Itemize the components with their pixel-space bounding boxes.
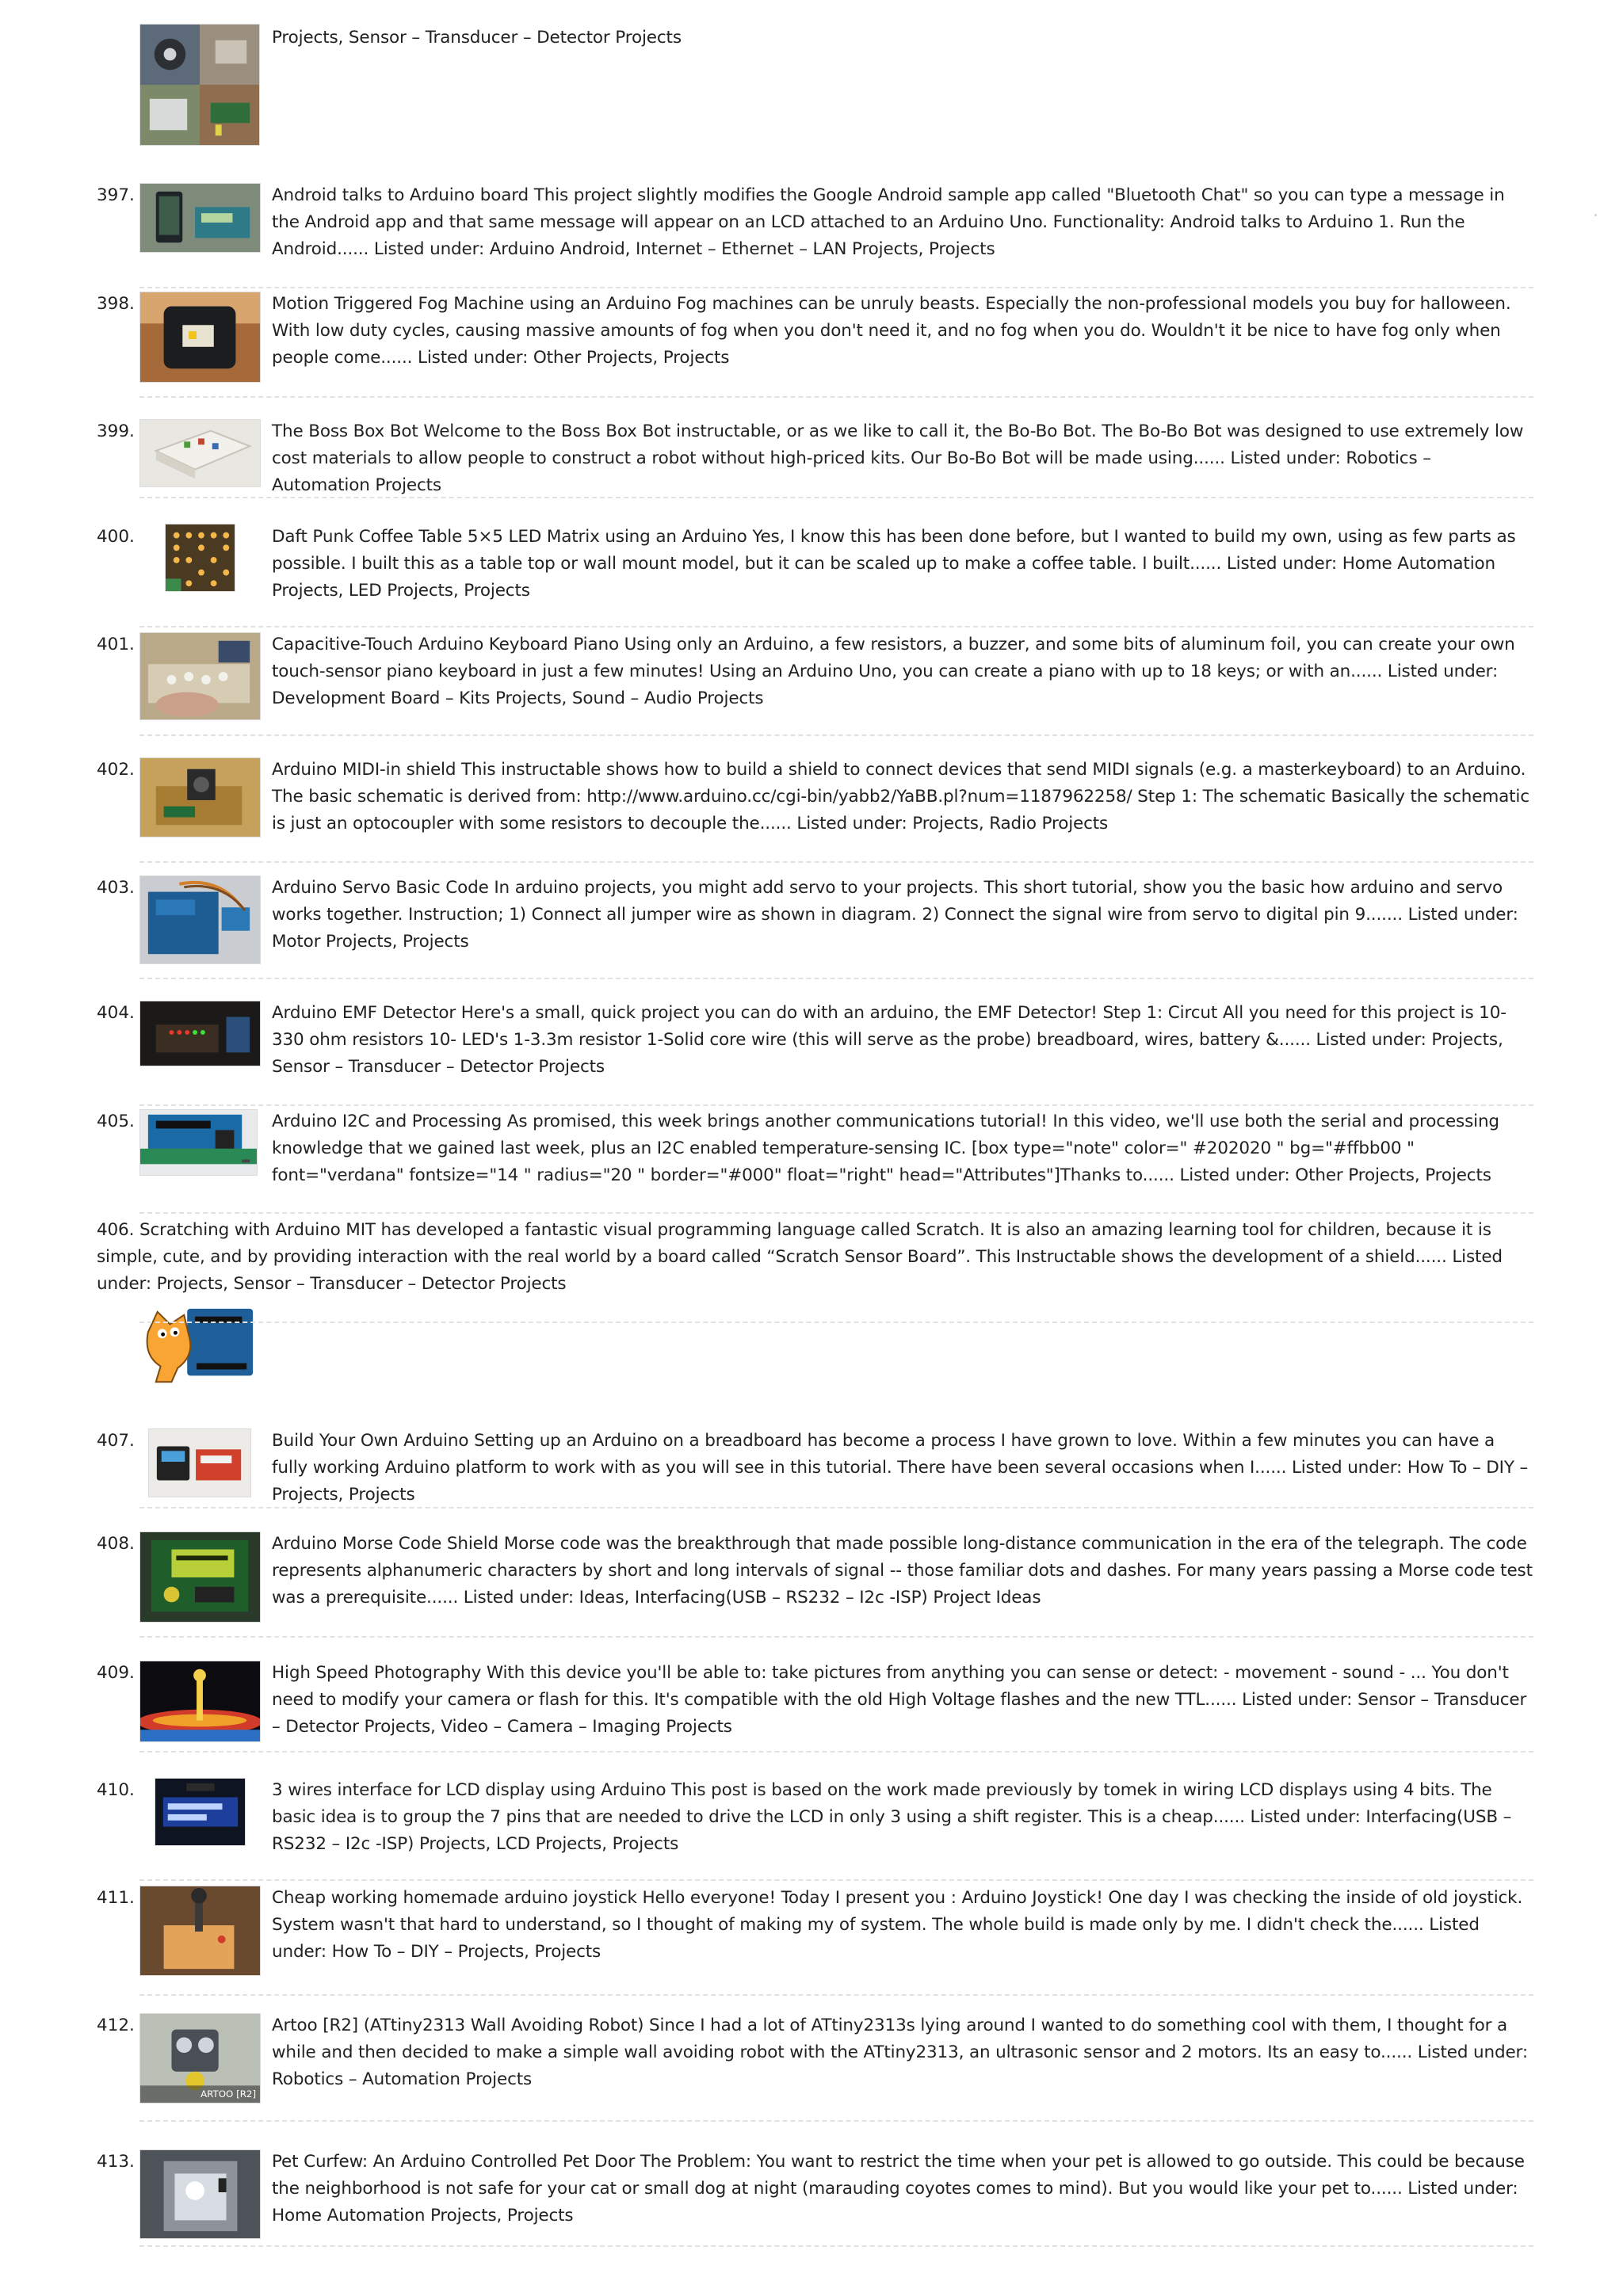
touch-piano-image[interactable]: [139, 632, 261, 720]
item-description: Capacitive-Touch Arduino Keyboard Piano Using only an Arduino, a few resistors, a buzzer, and some bits of aluminum foil, you can create your own touch-sensor piano keyboard in just a few minutes! Using an Arduino Uno, you can create a piano with up to 18 keys; or with an...... Listed under: Development Board – Kits Projects, Sound – Audio Projects: [272, 635, 1515, 708]
thumb-caption: ARTOO [R2]: [200, 2088, 257, 2100]
item-description: Motion Triggered Fog Machine using an Arduino Fog machines can be unruly beasts. Especially the non-professional models you buy for halloween. With low duty cycles, causing massive amounts of fog when you don't need it, and no fog when you do. Wouldn't it be nice to have fog only when people come...... Listed under: Other Projects, Projects: [272, 294, 1511, 368]
item-description: Pet Curfew: An Arduino Controlled Pet Door The Problem: You want to restrict the time when your pet is allowed to go outside. This could be because the neighborhood is not safe for your cat or small dog at night (marauding coyotes comes to mind). But you would like your pet to...... Listed under: Home Automation Projects, Projects: [272, 2152, 1525, 2225]
item-separator: [139, 1322, 1533, 1323]
joystick-image[interactable]: [139, 1886, 261, 1976]
servo-board-image[interactable]: [139, 875, 261, 964]
item-description: The Boss Box Bot Welcome to the Boss Box Bot instructable, or as we like to call it, the Bo-Bo Bot. The Bo-Bo Bot was designed to use extremely low cost materials to allow people to construct a robot without high-priced kits. Our Bo-Bo Bot will be made using...... Listed under: Robotics – Automation Projects: [272, 421, 1524, 495]
item-separator: [139, 1212, 1533, 1214]
water-drop-image[interactable]: [139, 1661, 261, 1742]
item-separator: [139, 2245, 1533, 2247]
item-description: Build Your Own Arduino Setting up an Arduino on a breadboard has become a process I have grown to love. Within a few minutes you can have a fully working Arduino platform to work with as you will see in this tutorial. There have been several occasions when I...... Listed under: How To – DIY – Projects, Projects: [272, 1431, 1529, 1505]
box-bot-image[interactable]: [139, 419, 261, 487]
item-number: 411.: [97, 1888, 135, 1908]
item-number: 410.: [97, 1780, 135, 1800]
midi-shield-image[interactable]: [139, 757, 261, 837]
item-description: Android talks to Arduino board This project slightly modifies the Google Android sample app called "Bluetooth Chat" so you can type a message in the Android app and that same message will appear on an LCD attached to an Arduino Uno. Functionality: Android talks to Arduino 1. Run the Android...... Listed under: Arduino Android, Internet – Ethernet – LAN Projects, Projects: [272, 185, 1505, 259]
sensor-collage-image[interactable]: [139, 24, 260, 146]
morse-shield-image[interactable]: [139, 1531, 261, 1623]
i2c-board-image[interactable]: [139, 1109, 258, 1176]
pet-door-image[interactable]: [139, 2149, 261, 2239]
item-separator: [139, 1507, 1533, 1508]
item-separator: [139, 861, 1533, 863]
item-description: Arduino EMF Detector Here's a small, quick project you can do with an arduino, the EMF Detector! Step 1: Circut All you need for this project is 10- 330 ohm resistors 10- LED's 1-3.3m resistor 1-Solid core wire (this will serve as the probe) breadboard, wires, battery &...... Listed under: Projects, Sensor – Transducer – Detector Projects: [272, 1003, 1507, 1077]
item-number: 405.: [97, 1112, 135, 1131]
item-number: 406.: [97, 1220, 135, 1240]
item-separator: [139, 396, 1533, 398]
item-number: 413.: [97, 2152, 135, 2172]
item-separator: [139, 1104, 1533, 1106]
artoo-robot-image[interactable]: [139, 2013, 261, 2103]
item-number: 412.: [97, 2016, 135, 2035]
item-description: Artoo [R2] (ATtiny2313 Wall Avoiding Robot) Since I had a lot of ATtiny2313s lying around I wanted to do something cool with them, I thought for a while and then decided to make a simple wall avoiding robot with the ATtiny2313, an ultrasonic sensor and 2 motors. Its an easy to...... Listed under: Robotics – Automation Projects: [272, 2016, 1528, 2089]
breadboard-arduino-image[interactable]: [148, 1428, 251, 1497]
item-separator: [139, 1636, 1533, 1638]
item-number: 399.: [97, 421, 135, 441]
scratch-cat-image[interactable]: [139, 1300, 260, 1392]
item-description: Daft Punk Coffee Table 5×5 LED Matrix using an Arduino Yes, I know this has been done before, but I wanted to build my own, using as few parts as possible. I built this as a table top or wall mount model, but it can be scaled up to make a coffee table. I built...... Listed under: Home Automation Projects, LED Projects, Projects: [272, 527, 1516, 601]
item-number: 404.: [97, 1003, 135, 1023]
android-phone-image[interactable]: [139, 183, 261, 253]
item-description: 3 wires interface for LCD display using Arduino This post is based on the work made previously by tomek in wiring LCD displays using 4 bits. The basic idea is to group the 7 pins that are needed to drive the LCD in only 3 using a shift register. This is a cheap...... Listed under: Interfacing(USB – RS232 – I2c -ISP) Projects, LCD Projects, Projects: [272, 1780, 1512, 1854]
item-separator: [139, 497, 1533, 498]
item-number: 400.: [97, 527, 135, 547]
lcd-display-image[interactable]: [155, 1778, 246, 1846]
item-number: 398.: [97, 294, 135, 314]
item-number: 403.: [97, 878, 135, 898]
item-separator: [139, 1751, 1533, 1753]
item-separator: [139, 287, 1533, 288]
item-number: 408.: [97, 1534, 135, 1554]
item-description: Arduino I2C and Processing As promised, this week brings another communications tutorial! In this video, we'll use both the serial and processing knowledge that we gained last week, plus an I2C enabled temperature-sensing IC. [box type="note" color=" #202020 " bg="#ffbb00 " font="verdana" fontsize="14 " radius="20 " border="#000" float="right" head="Attributes"]Thanks to...... Listed under: Other Projects, Projects: [272, 1112, 1499, 1185]
item-number: 401.: [97, 635, 135, 654]
item-separator: [139, 626, 1533, 627]
item-number: 397.: [97, 185, 135, 205]
item-text: Scratching with Arduino MIT has developed a fantastic visual programming language called Scratch. It is also an amazing learning tool for children, because it is simple, cute, and by providing interaction with the real world by a board called “Scratch Sensor Board”. This Instructable shows the development of a shield...... Listed under: Projects, Sensor – Transducer – Detector Projects: [97, 1220, 1503, 1294]
led-matrix-image[interactable]: [165, 524, 235, 592]
item-number: 407.: [97, 1431, 135, 1451]
emf-detector-image[interactable]: [139, 1001, 261, 1066]
item-description: Projects, Sensor – Transducer – Detector Projects: [272, 28, 682, 48]
scroll-marker: [1594, 214, 1597, 216]
item-separator: [139, 734, 1533, 736]
fog-machine-image[interactable]: [139, 292, 261, 383]
item-separator: [139, 2120, 1533, 2122]
item-separator: [139, 1994, 1533, 1996]
item-description: Arduino Morse Code Shield Morse code was the breakthrough that made possible long-distance communication in the era of the telegraph. The code represents alphanumeric characters by short and long intervals of signal -- those familiar dots and dashes. For many years passing a Morse code test was a prerequisite...... Listed under: Ideas, Interfacing(USB – RS232 – I2c -ISP) Project Ideas: [272, 1534, 1533, 1608]
item-number: 409.: [97, 1663, 135, 1683]
item-description: Arduino MIDI-in shield This instructable shows how to build a shield to connect devices that send MIDI signals (e.g. a masterkeyboard) to an Arduino. The basic schematic is derived from: http://www.arduino.cc/cgi-bin/yabb2/YaBB.pl?num=1187962258/ Step 1: The schematic Basically the schematic is just an optocoupler with some resistors to decouple the...... Listed under: Projects, Radio Projects: [272, 760, 1529, 833]
item-separator: [139, 978, 1533, 979]
item-description: High Speed Photography With this device you'll be able to: take pictures from anything you can sense or detect: - movement - sound - ... You don't need to modify your camera or flash for this. It's compatible with the old High Voltage flashes and the new TTL...... Listed under: Sensor – Transducer – Detector Projects, Video – Camera – Imaging Projects: [272, 1663, 1527, 1737]
item-number: 402.: [97, 760, 135, 780]
item-description: [97, 1217, 1533, 1298]
item-separator: [139, 1879, 1533, 1881]
item-description: Arduino Servo Basic Code In arduino projects, you might add servo to your projects. This short tutorial, show you the basic how arduino and servo works together. Instruction; 1) Connect all jumper wire as shown in diagram. 2) Connect the signal wire from servo to digital pin 9....... Listed under: Motor Projects, Projects: [272, 878, 1518, 952]
item-description: Cheap working homemade arduino joystick Hello everyone! Today I present you : Arduino Joystick! One day I was checking the inside of old joystick. System wasn't that hard to understand, so I thought of making my of system. The whole build is made only by me. I didn't check the...... Listed under: How To – DIY – Projects, Projects: [272, 1888, 1523, 1962]
